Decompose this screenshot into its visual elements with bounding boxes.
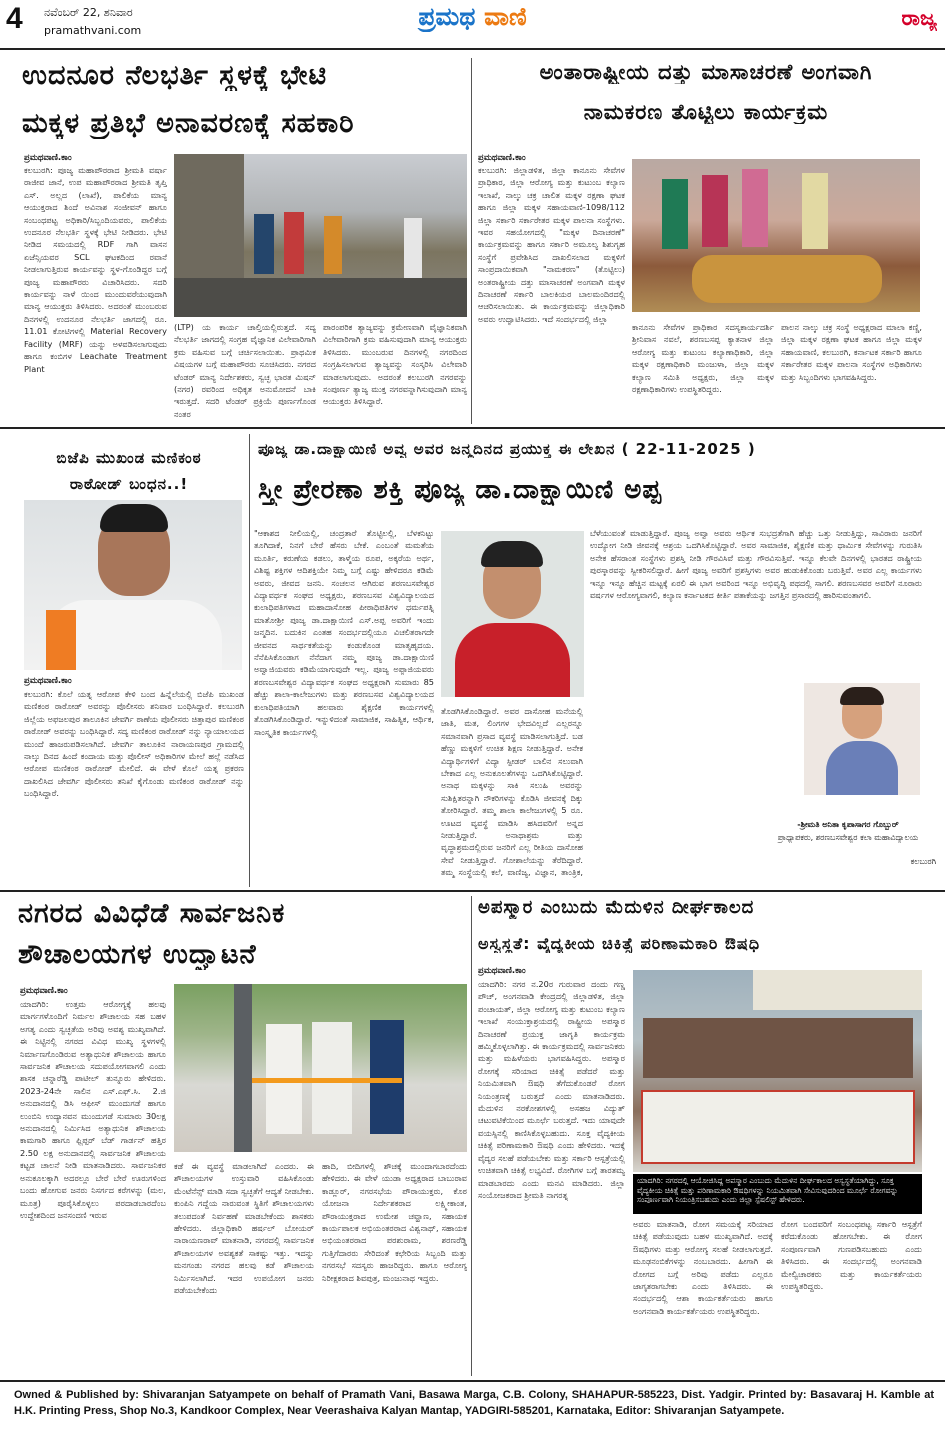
a2-title-2: ನಾಮಕರಣ ತೊಟ್ಟಿಲು ಕಾರ್ಯಕ್ರಮ [583,100,829,124]
a6-photo [633,970,922,1172]
masthead-part-b: ವಾಣಿ [484,2,527,31]
a3-body: ಕಲಬುರಗಿ: ಕೊಲೆ ಯತ್ನ ಆರೋಪ ಕೇಳಿ ಬಂದ ಹಿನ್ನೆಲೆಯಲ್ಲಿ ಬಿಜೆಪಿ ಮುಖಂಡ ಮಣಿಕಂಠ ರಾಠೋಡ್ ಅವರನ್ನು ಪೊಲೀಸರು ಶನಿವಾರ ಬಂಧಿಸಿದ್ದಾರೆ. ಕಲಬುರಗಿ ಜಿಲ್ಲೆಯ ಅಫಜಲಪುರ ತಾಲೂಕಿನ ಜೇವರ್ಗಿ ಠಾಣೆಯ ಪೊಲೀಸರು ಚಿತ್ತಾಪುರ ಮಣಿಕಂಠ ರಾಠೋಡ್ ಅವರನ್ನು ಬಂಧಿಸಿದ್ದಾರೆ. ಸದ್ಯ ಮಣಿಕಂಠ ರಾಠೋಡ್ ನನ್ನು ನ್ಯಾಯಾಲಯದ ಮುಂದೆ ಹಾಜರುಪಡಿಸಲಾಗಿದೆ. ಜೇವರ್ಗಿ ತಾಲೂಕಿನ ನಾರಾಯಣಪುರ ಗ್ರಾಮದಲ್ಲಿ ನಾಲ್ಕು ದಿನದ ಹಿಂದೆ ಕಂದಾಯ ಮತ್ತು ಪೊಲೀಸ್ ಅಧಿಕಾರಿಗಳ ಮೇಲೆ ಹಲ್ಲೆ ನಡೆಸಿದ ಆರೋಪ ಮಣಿಕಂಠ ರಾಠೋಡ್ ಮೇಲಿದೆ. ಈ ವೇಳೆ ಕೊಲೆ ಯತ್ನ ಪ್ರಕರಣ ದಾಖಲಿಸಿದ ಜೇವರ್ಗಿ ಪೊಲೀಸರು ತನಿಖೆ ಕೈಗೊಂಡು ಮಣಿಕಂಠ ರಾಠೋಡ್ ನನ್ನು ಬಂಧಿಸಿದ್ದಾರೆ. [24,689,244,799]
a2-photo-person [702,175,728,247]
a4-portrait [441,531,584,697]
a2-photo-person [662,179,688,249]
a2-column-2: ಕಾನೂನು ಸೇವೆಗಳ ಪ್ರಾಧಿಕಾರ ಸದಸ್ಯಕಾರ್ಯದರ್ಶಿ ಶ್ರೀನಿವಾಸ ನವಲೆ, ಶರಣಬಸಪ್ಪ ಕ್ಯಾತನಾಳ ಜಿಲ್ಲಾ ಆರೋಗ್ಯ ಮತ್ತು ಕುಟುಂಬ ಕಲ್ಯಾಣಾಧಿಕಾರಿ, ಜಿಲ್ಲಾ ಮಕ್ಕಳ ರಕ್ಷಣಾಧಿಕಾರಿ ಮಂಜುಳಾ, ಜಿಲ್ಲಾ ಮಕ್ಕಳ ಕಲ್ಯಾಣ ಸಮಿತಿ ಅಧ್ಯಕ್ಷರು, ಜಿಲ್ಲಾ ಮಕ್ಕಳ ರಕ್ಷಣಾಧಿಕಾರಿಗಳು ಉಪಸ್ಥಿತರಿದ್ದರು. [632,322,774,395]
a6-column-3: ರೋಗ ಬಂದವರಿಗೆ ಸಂಬಂಧಪಟ್ಟ ಸರ್ಕಾರಿ ಆಸ್ಪತ್ರೆಗೆ ಕರೆದುಕೊಂಡು ಹೋಗಬೇಕು. ಈ ರೋಗ ಸಂಪೂರ್ಣವಾಗಿ ಗುಣಪಡಿಸಬಹುದು ಎಂದು ತಿಳಿಸಿದರು. ಈ ಸಂದರ್ಭದಲ್ಲಿ ಅಂಗನವಾಡಿ ಮೇಲ್ವಿಚಾರಕರು ಮತ್ತು ಕಾರ್ಯಕರ್ತೆಯರು ಉಪಸ್ಥಿತರಿದ್ದರು. [781,1219,922,1292]
a4-column-1: "ಆಕಾಶದ ನೀಲಿಯಲ್ಲಿ, ಚಂದ್ರತಾರೆ ತೊಟ್ಟಿಲಲ್ಲಿ, ಬೆಳಕನಿಟ್ಟು ತೂಗಿದಾಕೆ, ನಿನಗೆ ಬೇರೆ ಹೆಸರು ಬೇಕೆ. ಎಂಬಂತೆ ಮಮತೆಯ ಮೂರ್ತಿ, ಕರುಣೆಯ ಕಡಲು, ತಾಳ್ಮೆಯ ರೂಪ, ಅಕ್ಕರೆಯ ಅರ್ಥ, ವಿಶಿಷ್ಟ ಶಕ್ತಿಗಳ ಆದಿಶಕ್ತಿಯೇ ನಿಮ್ಮ ಬಗ್ಗೆ ಎಷ್ಟು ಹೇಳಿದರೂ ಕಡಿಮೆ ಅವರು, ಜೀವದ ಜನನಿ. ಸಂಚಲನ ಆಗಿರುವ ಶರಣಬಸವೇಶ್ವರ ವಿದ್ಯಾವರ್ಧಕ ಸಂಘದ ಅಧ್ಯಕ್ಷರು, ಶರಣಬಸವ ವಿಶ್ವವಿದ್ಯಾಲಯದ ಕುಲಾಧಿಪತಿಗಳಾದ ಮಹಾದಾಸೋಹ ಪೀಠಾಧಿಪತಿಗಳ ಧರ್ಮಪತ್ನಿ ಮಾತೋಶ್ರೀ ಪೂಜ್ಯ ಡಾ.ದಾಕ್ಷಾಯಿಣಿ ಎಸ್.ಅಪ್ಪ ಅವರಿಗೆ ಇಂದು ಜನ್ಮದಿನ. ಬದುಕಿನ ಎಂತಹ ಸಂದರ್ಭದಲ್ಲಿಯೂ ವಿಚಲಿತರಾಗದೇ ಜೀವನದ ಸಾರ್ಥಕತೆಯನ್ನು ಕಂಡುಕೊಂಡ ಮಾತೃಹೃದಯ. ನೆನೆಪಿಸಿಕೊಂಡಾಗ ನೆನೆದಾಗ ನಮ್ಮ ಪೂಜ್ಯ ಡಾ.ದಾಕ್ಷಾಯಿಣಿ ಅವ್ವಾಜಿಯವರು ಕಡಿಮೆಯಾಗುವುದೇ ಇಲ್ಲ. ಪೂಜ್ಯ ಅಪ್ಪಾಜಿಯವರು ಶರಣಬಸವೇಶ್ವರ ವಿದ್ಯಾವರ್ಧಕ ಸಂಘದ ಅಧ್ಯಕ್ಷರಾಗಿ ಸುಮಾರು 85 ಹೆಚ್ಚು ಶಾಲಾ-ಕಾಲೇಜುಗಳು ಮತ್ತು ಶರಣಬಸವ ವಿಶ್ವವಿದ್ಯಾಲಯದ ಕುಲಾಧಿಪತಿಯಾಗಿ ಹಲವಾರು ಶೈಕ್ಷಣಿಕ ಕಾರ್ಯಗಳಲ್ಲಿ ತೊಡಗಿಸಿಕೊಂಡಿದ್ದಾರೆ. ಇನ್ನುಳಿದಂತೆ ಸಾಮಾಜಿಕ, ಸಾಹಿತ್ಯಿಕ, ಆರ್ಥಿಕ, ಸಾಂಸ್ಕೃತಿಕ ಕಾರ್ಯಗಳಲ್ಲಿ [254,528,434,737]
section-rule [0,890,945,892]
a1-photo-person [254,214,274,274]
a6-title-1: ಅಪಸ್ಮಾರ ಎಂಬುದು ಮೆದುಳಿನ ದೀರ್ಘಕಾಲದ [478,898,755,918]
a2-photo-cradle [692,255,882,303]
a6-column-2: ಅವರು ಮಾತನಾಡಿ, ರೋಗ ಸಮಯಕ್ಕೆ ಸರಿಯಾದ ಚಿಕಿತ್ಸೆ ಪಡೆಯುವುದು ಬಹಳ ಮುಖ್ಯವಾಗಿದೆ. ಅದಕ್ಕೆ ಔಷಧಿಗಳು ಮತ್ತು ಆರೋಗ್ಯ ಸಲಹೆ ನೀಡಲಾಗುತ್ತದೆ. ಮೂಢನಂಬಿಕೆಗಳನ್ನು ನಂಬಬಾರದು. ಹೀಗಾಗಿ ಈ ರೋಗದ ಬಗ್ಗೆ ಅರಿವು ಪಡೆದು ಎಲ್ಲರೂ ಜಾಗೃತರಾಗಬೇಕು ಎಂದು ತಿಳಿಸಿದರು. ಈ ಸಂದರ್ಭದಲ್ಲಿ ಆಶಾ ಕಾರ್ಯಕರ್ತೆಯರು ಹಾಗೂ ಅಂಗನವಾಡಿ ಕಾರ್ಯಕರ್ತೆಯರು ಉಪಸ್ಥಿತರಿದ್ದರು. [633,1219,773,1316]
a1-photo-person [404,218,422,278]
masthead [0,2,945,32]
footer-rule [0,1380,945,1382]
masthead-part-a: ಪ್ರಮಥ [418,2,476,31]
a1-photo-person [324,216,342,274]
a5-photo-pillar [234,984,252,1152]
divider [471,58,472,424]
divider [249,434,250,887]
a1-photo-ground [174,278,467,317]
a4-signature-role: ಪ್ರಾಧ್ಯಾಪಕರು, ಶರಣಬಸವೇಶ್ವರ ಕಲಾ ಮಹಾವಿದ್ಯಾಲಯ [777,833,919,842]
a3-byline: ಪ್ರಮಥವಾಣಿ.ಕಾಂ [24,676,72,686]
a2-column-1: ಕಲಬುರಗಿ: ಜಿಲ್ಲಾಡಳಿತ, ಜಿಲ್ಲಾ ಕಾನೂನು ಸೇವೆಗಳ ಪ್ರಾಧಿಕಾರ, ಜಿಲ್ಲಾ ಆರೋಗ್ಯ ಮತ್ತು ಕುಟುಂಬ ಕಲ್ಯಾಣ ಇಲಾಖೆ, ನಾಲ್ಕು ಚಕ್ರ ಚಾಲಿತ ಮಕ್ಕಳ ರಕ್ಷಣಾ ಘಟಕ ಹಾಗೂ ಜಿಲ್ಲಾ ಮಕ್ಕಳ ಸಹಾಯವಾಣಿ-1098/112 ಜಿಲ್ಲಾ ಸರ್ಕಾರಿ ಸರ್ಕಾರೇತರ ಮಕ್ಕಳ ಪಾಲನಾ ಸಂಸ್ಥೆಗಳು. ಇವರ ಸಹಯೋಗದಲ್ಲಿ "ಮಕ್ಕಳ ದಿನಾಚರಣೆ" ಕಾರ್ಯಕ್ರಮವನ್ನು ಹಾಗೂ ಸರ್ಕಾರಿ ಅಮೂಲ್ಯ ಶಿಶುಗೃಹ ಸಂಸ್ಥೆಗೆ ಪ್ರವೇಶಿಸಿದ ದಾಖಲಿಸಲಾದ ಮಕ್ಕಳಿಗೆ ಸಾಂಪ್ರದಾಯಿಕವಾಗಿ "ನಾಮಕರಣ" (ತೊಟ್ಟಿಲು) ಅಂತರಾಷ್ಟ್ರೀಯ ದತ್ತು ಮಾಸಾಚರಣೆ ಅಂಗವಾಗಿ ಮಕ್ಕಳ ದಿನಾಚರಣೆ ಸರ್ಕಾರಿ ಬಾಲಕಿಯರ ಬಾಲಮಂದಿರದಲ್ಲಿ ಆಚರಿಸಲಾಯಿತು. ಈ ಕಾರ್ಯಕ್ರಮವನ್ನು ಜಿಲ್ಲಾಧಿಕಾರಿ ಅವರು ಉದ್ಘಾಟಿಸಿದರು. ಇದೆ ಸಂದರ್ಭದಲ್ಲಿ ಜಿಲ್ಲಾ [478,165,625,324]
a3-photo [24,500,242,670]
a1-column-3: ಪಾರಂಪರಿಕ ತ್ಯಾಜ್ಯವನ್ನು ಕ್ರಮೇಣವಾಗಿ ವೈಜ್ಞಾನಿಕವಾಗಿ ವಿಲೇವಾರಿಗಾಗಿ ಕ್ರಮ ವಹಿಸುವುದಾಗಿ ಮಾನ್ಯ ಆಯುಕ್ತರು ತಿಳಿಸಿದರು. ಮುಂಬರುವ ದಿನಗಳಲ್ಲಿ ನಗರದಿಂದ ಸಂಗ್ರಹಿಸಲಾಗುವ ತ್ಯಾಜ್ಯವನ್ನು ಸಂಸ್ಕರಿಸಿ ವಿಲೇವಾರಿ ಮಾಡಲಾಗುವುದು. ಅದರಂತೆ ಕಲಬುರಗಿ ನಗರವನ್ನು ಸಂಪೂರ್ಣ ತ್ಯಾಜ್ಯ ಮುಕ್ತ ನಗರವನ್ನಾಗಿಸುವುದಾಗಿ ಮಾನ್ಯ ಆಯುಕ್ತರು ತಿಳಿಸಿದ್ದಾರೆ. [323,322,467,407]
a5-title-1: ನಗರದ ವಿವಿಧೆಡೆ ಸಾರ್ವಜನಿಕ [18,898,286,929]
a3-photo-hair [100,504,168,532]
page-number: 4 [6,2,23,35]
a2-photo [632,159,920,312]
a2-photo-person [802,173,828,249]
a4-author-hair [840,687,884,705]
a2-column-3: ಪಾಲನ ನಾಲ್ಕು ಚಕ್ರ ಸಂಸ್ಥೆ ಅಧ್ಯಕ್ಷರಾದ ಮಾಲಾ ಕಣ್ಣಿ, ಜಿಲ್ಲಾ ಮಕ್ಕಳ ರಕ್ಷಣಾ ಘಟಕ ಹಾಗೂ ಜಿಲ್ಲಾ ಮಕ್ಕಳ ಸಹಾಯವಾಣಿ, ಕಲಬುರಗಿ, ಕರ್ನಾಟಕ ಸರ್ಕಾರಿ ಹಾಗೂ ಸರ್ಕಾರೇತರ ಮಕ್ಕಳ ಪಾಲನಾ ಸಂಸ್ಥೆಗಳ ಅಧಿಕಾರಿಗಳು ಮತ್ತು ಸಿಬ್ಬಂದಿಗಳು ಭಾಗವಹಿಸಿದ್ದರು. [781,322,922,382]
a5-column-1: ಯಾದಗಿರಿ: ಉತ್ತಮ ಆರೋಗ್ಯಕ್ಕೆ ಹಲವು ಮಾರ್ಗಗಳೊಂದಿಗೆ ನಿರ್ಮಲ ಶೌಚಾಲಯ ಸಹ ಬಹಳ ಅಗತ್ಯ ಎಂದು ಸ್ವಚ್ಛತೆಯ ಅರಿವು ಅವಶ್ಯ ಮುಖ್ಯವಾಗಿದೆ. ಈ ನಿಟ್ಟಿನಲ್ಲಿ ನಗರದ ವಿವಿಧ ಮುಖ್ಯ ಸ್ಥಳಗಳಲ್ಲಿ ನಿರ್ಮಾಣಗೊಂಡಿರುವ ಅತ್ಯಾಧುನಿಕ ಶೌಚಾಲಯ ಹಾಗೂ ಸಾರ್ವಜನಿಕ ಶೌಚಾಲಯ ಸದುಪಯೋಗವಾಗಲಿ ಎಂದು ಶಾಸಕ ಚನ್ನಾರೆಡ್ಡಿ ಪಾಟೀಲ್ ತುನ್ನೂರು ಹೇಳಿದರು. 2023-24ನೇ ಸಾಲಿನ ಎಸ್.ಎಫ್.ಸಿ. 2.ಜಿ ಅನುದಾನದಲ್ಲಿ ಡಿಸಿ ಆಫೀಸ್ ಮುಂದುಗಡೆ ಹಾಗೂ ಲುಂಬಿನಿ ಉದ್ಯಾನವನ ಮುಂದುಗಡೆ ಸುಮಾರು 30ಲಕ್ಷ ಅನುದಾನದಲ್ಲಿ ನಿರ್ಮಿಸಿದ ಅತ್ಯಾಧುನಿಕ ಶೌಚಾಲಯ ಕಾಮಗಾರಿ ಹಾಗೂ ಫ್ಲಿಪ್ಪರ್ ಬೆಡ್ ಗಾರ್ಡನ್ ಹತ್ತಿರ 2.50 ಲಕ್ಷ ಅನುದಾನದಲ್ಲಿ ಸಾರ್ವಜನಿಕ ಶೌಚಾಲಯ ಕಟ್ಟಡ ಚಾಲನೆ ನೀಡಿ ಮಾತನಾಡಿದರು. ಸಾರ್ವಜನಿಕರ ಅನುಕೂಲಕ್ಕಾಗಿ ಅದರಲ್ಲೂ ಬೇರೆ ಬೇರೆ ಊರುಗಳಿಂದ ಬಂದು ಹೋಗುವ ಜನರು ನಿಸರ್ಗದ ಕರೆಗಳನ್ನು (ಮಲ, ಮೂತ್ರ) ಪೂರೈಸಿಕೊಳ್ಳಲು ಪರದಾಡಬಾರದೆಂಬ ಉದ್ದೇಶದಿಂದ ಜನಸಂದಣಿ ಇರುವ [20,999,166,1220]
a6-column-1: ಯಾದಗಿರಿ: ನಗರ ನ.20ರ ಗುರುವಾರ ದಂದು ಗಣ್ಣ ಪೌಚ್, ಅಂಗನವಾಡಿ ಕೇಂದ್ರದಲ್ಲಿ ಜಿಲ್ಲಾಡಳಿತ, ಜಿಲ್ಲಾ ಪಂಚಾಯತ್, ಜಿಲ್ಲಾ ಆರೋಗ್ಯ ಮತ್ತು ಕುಟುಂಬ ಕಲ್ಯಾಣ ಇಲಾಖೆ ಸಂಯುಕ್ತಾಶ್ರಯದಲ್ಲಿ ರಾಷ್ಟ್ರೀಯ ಅಪಸ್ಮಾರ ದಿನಾಚರಣೆ ಪ್ರಯುಕ್ತ ಜಾಗೃತಿ ಕಾರ್ಯಕ್ರಮ ಹಮ್ಮಿಕೊಳ್ಳಲಾಗಿತ್ತು. ಈ ಕಾರ್ಯಕ್ರಮದಲ್ಲಿ ಸಾರ್ವಜನಿಕರು ಮತ್ತು ಮಹಿಳೆಯರು ಭಾಗವಹಿಸಿದ್ದರು. ಅಪಸ್ಮಾರ ರೋಗಕ್ಕೆ ಸರಿಯಾದ ಚಿಕಿತ್ಸೆ ಪಡೆದರೆ ಮತ್ತು ನಿಯಮಿತವಾಗಿ ಔಷಧಿ ತೆಗೆದುಕೊಂಡರೆ ರೋಗ ನಿಯಂತ್ರಣಕ್ಕೆ ಬರುತ್ತದೆ ಎಂದು ಮಾತನಾಡಿದರು. ಮೆದುಳಿನ ನರಕೋಶಗಳಲ್ಲಿ ಅಸಹಜ ವಿದ್ಯುತ್ ಚಟುವಟಿಕೆಯಿಂದ ಮೂರ್ಛೆ ಬರುತ್ತದೆ. ಇದು ಯಾವುದೇ ವಯಸ್ಸಿನಲ್ಲಿ ಕಾಣಿಸಿಕೊಳ್ಳಬಹುದು. ಸೂಕ್ತ ವೈದ್ಯಕೀಯ ಚಿಕಿತ್ಸೆ ಪರಿಣಾಮಕಾರಿ ಔಷಧಿ ಎಂದು ಹೇಳಿದರು. ಇದಕ್ಕೆ ವೈದ್ಯರ ಸಲಹೆ ಪಡೆಯಬೇಕು ಮತ್ತು ಸರ್ಕಾರಿ ಆಸ್ಪತ್ರೆಯಲ್ಲಿ ಉಚಿತವಾಗಿ ಚಿಕಿತ್ಸೆ ಲಭ್ಯವಿದೆ. ರೋಗಿಗಳ ಬಗ್ಗೆ ತಾರತಮ್ಯ ಮಾಡಬಾರದು ಎಂದು ಮನವಿ ಮಾಡಿದರು. ಜಿಲ್ಲಾ ಸಂಯೋಜಕರಾದ ಶ್ರೀಮತಿ ನಾಗರತ್ನ [478,979,625,1200]
a5-byline: ಪ್ರಮಥವಾಣಿ.ಕಾಂ [20,986,68,996]
a1-title-1: ಉದನೂರ ನೆಲಭರ್ತಿ ಸ್ಥಳಕ್ಕೆ ಭೇಟಿ [22,60,328,91]
a1-photo [174,154,467,317]
a4-title: ಸ್ತ್ರೀ ಪ್ರೇರಣಾ ಶಕ್ತಿ ಪೂಜ್ಯ ಡಾ.ದಾಕ್ಷಾಯಿಣಿ ಅಪ್ಪ [258,476,663,505]
a1-column-1: ಕಲಬುರಗಿ: ಪೂಜ್ಯ ಮಹಾಪೌರರಾದ ಶ್ರೀಮತಿ ವರ್ಷಾ ರಾಜೀವ ಜಾನೆ, ಉಪ ಮಹಾಪೌರರಾದ ಶ್ರೀಮತಿ ತೃಪ್ತಿ ಎಸ್. ಅಲ್ಲದ (ಲಾಖೆ), ಪಾಲಿಕೆಯ ಮಾನ್ಯ ಆಯುಕ್ತರಾದ ಶಿಂದೆ ಅವಿನಾಶ ಸಂಜೀವನ್ ಹಾಗೂ ಸಂಬಂಧಪಟ್ಟ ಅಧಿಕಾರಿ/ಸಿಬ್ಬಂದಿಯವರು, ಪಾಲಿಕೆಯ ಉದನೂರ ನೆಲಭರ್ತಿ ಸ್ಥಳಕ್ಕೆ ಭೇಟಿ ನೀಡಿದರು. ಭೇಟಿ ನೀಡಿದ ಸಮಯದಲ್ಲಿ RDF ಗಾಗಿ ವಾಸನ ಏಜೆನ್ಸಿಯವರ SCL ಘಟಕದಿಂದ ರವಾನೆ ನೀಡಲಾಗುತ್ತಿರುವ ಕಾರ್ಯವನ್ನು ಸ್ಥಳ-ಗೊಂಡಿದ್ದರ ಬಗ್ಗೆ ಪೂಜ್ಯ ಮಹಾಪೌರರು ವಿಚಾರಿಸಿದರು. ಸದರಿ ಕಾರ್ಯವನ್ನು ನಾಳೆ ಯಿಂದ ಮುಂದುವರೆಯುವುದಾಗಿ ಮಾನ್ಯ ಆಯುಕ್ತರು ತಿಳಿಸಿದರು. ಅದರಂತೆ ಮುಂಬರುವ ದಿನಗಳಲ್ಲಿ ಉದನೂರ ನೆಲಭರ್ತಿ ಜಾಗದಲ್ಲಿ ರೂ. 11.01 ಕೋಟಿಗಳಲ್ಲಿ Material Recovery Facility (MRF) ಯನ್ನು ಅಳವಡಿಸಲಾಗುವುದು ಹಾಗೂ ಕಂಬಿಗಳ Leachate Treatment Plant [24,165,167,374]
a2-photo-person [742,169,768,247]
a4-author-photo [804,683,920,795]
a6-byline: ಪ್ರಮಥವಾಣಿ.ಕಾಂ [478,966,526,976]
a4-column-2: ತೊಡಗಿಸಿಕೊಂಡಿದ್ದಾರೆ. ಅವರ ದಾಸೋಹ ಮನೆಯಲ್ಲಿ ಜಾತಿ, ಮತ, ಲಿಂಗಗಳ ಭೇದವಿಲ್ಲದೆ ಎಲ್ಲರನ್ನೂ ಸಮಾನವಾಗಿ ಪ್ರಸಾದ ವ್ಯವಸ್ಥೆ ಮಾಡಿಸಲಾಗುತ್ತಿದೆ. ಬಡ ಹೆಣ್ಣು ಮಕ್ಕಳಿಗೆ ಉಚಿತ ಶಿಕ್ಷಣ ನೀಡುತ್ತಿದ್ದಾರೆ. ಅನೇಕ ವಿದ್ಯಾರ್ಥಿಗಳಿಗೆ ವಿದ್ಯಾ ಸ್ಪೀಡರ್ ಬಾಲಿನ ಸಲುವಾಗಿ ಬೇಕಾದ ಎಲ್ಲ ಅನುಕೂಲತೆಗಳನ್ನು ಒದಗಿಸಿಕೊಟ್ಟಿದ್ದಾರೆ. ಅನಾಥ ಮಕ್ಕಳನ್ನು ಸಾಕಿ ಸಲುಹಿ ಅವರನ್ನು ಸುಶಿಕ್ಷಿತರನ್ನಾಗಿ ನೌಕರಿಗಳನ್ನು ಕೊಡಿಸಿ ಜೀವನಕ್ಕೆ ದಿಕ್ಕು ತೋರಿಸಿದ್ದಾರೆ. ತಮ್ಮ ಶಾಲಾ ಕಾಲೇಜುಗಳಲ್ಲಿ 5 ರೂ. ಊಟದ ವ್ಯವಸ್ಥೆ ಮಾಡಿಸಿ ಹಸಿದವರಿಗೆ ಅನ್ನದ ನೀಡುತ್ತಿದ್ದಾರೆ. ಅನಾಥಾಶ್ರಮ ಮತ್ತು ವೃದ್ಧಾಶ್ರಮದಲ್ಲಿರುವ ಜನರಿಗೆ ಎಲ್ಲ ರೀತಿಯ ದಾಸೋಹ ಸೇವೆ ನೀಡುತ್ತಿದ್ದಾರೆ. ಗೋಶಾಲೆಯನ್ನು ತೆರೆದಿದ್ದಾರೆ. ತಮ್ಮ ಸಂಸ್ಥೆಯಲ್ಲಿ ಕಲೆ, ವಾಣಿಜ್ಯ, ವಿಜ್ಞಾನ, ತಾಂತ್ರಿಕ, [441,706,583,878]
a6-title-2: ಅಸ್ವಸ್ಥತೆ: ವೈದ್ಯಕೀಯ ಚಿಕಿತ್ಸೆ ಪರಿಣಾಮಕಾರಿ ಔಷಧಿ [478,935,761,953]
a4-signature-name: -ಶ್ರೀಮತಿ ಅನಿತಾ ಕೃಪಾಸಾಗರ ಗೊಬ್ಬುರ್ [797,820,899,829]
a5-column-3: ಹಾದಿ, ಬೀದಿಗಳಲ್ಲಿ ಶೌಚಕ್ಕೆ ಮುಂದಾಗಬಾರದೆಂದು ಹೇಳಿದರು. ಈ ವೇಳೆ ಯುಡಾ ಅಧ್ಯಕ್ಷರಾದ ಬಾಬುರಾವ ಕಾಡ್ಲೂರ್, ನಗರಸಭೆಯ ಪೌರಾಯುಕ್ತರು, ಕೊಠ ಯೋಜನಾ ನಿರ್ದೇಶಕರಾದ ಲಕ್ಷ್ಮೀಕಾಂತ, ಪೌರಾಯುಕ್ತರಾದ ಉಮೇಶ ಚವ್ಹಾಣ, ಸಹಾಯಕ ಕಾರ್ಯಪಾಲಕ ಅಭಿಯಂತರರಾದ ವಿಶ್ವನಾಥ್, ಸಹಾಯಕ ಅಭಿಯಂತರರಾದ ಪರಶುರಾಮ, ಶರಣರೆಡ್ಡಿ ಗುತ್ತಿಗೆದಾರರು ಸೇರಿದಂತೆ ಕಛೇರಿಯ ಸಿಬ್ಬಂದಿ ಮತ್ತು ನಗರಸಭೆ ಸದಸ್ಯರು ಹಾಜರಿದ್ದರು. ಹಾಗೂ ಆರೋಗ್ಯ ನಿರೀಕ್ಷಕರಾದ ಶಿವಪುತ್ರ, ಮಂಜುನಾಥ ಇದ್ದರು. [322,1161,467,1283]
section-rule [0,427,945,429]
a5-title-2: ಶೌಚಾಲಯಗಳ ಉದ್ಘಾಟನೆ [18,939,257,970]
header-rule [0,48,945,50]
a5-photo [174,984,467,1152]
a4-author-dress [826,741,898,795]
a2-title-1: ಅಂತಾರಾಷ್ಟ್ರೀಯ ದತ್ತು ಮಾಸಾಚರಣೆ ಅಂಗವಾಗಿ [539,60,873,84]
section-name: ರಾಜ್ಯ [901,6,937,30]
a4-column-3: ಬೆಳೆಯುವಂತೆ ಮಾಡುತ್ತಿದ್ದಾರೆ. ಪೂಜ್ಯ ಅವ್ವಾ ಅವರು ಆರ್ಥಿಕ ಸುಭದ್ರತೆಗಾಗಿ ಹೆಚ್ಚು ಒತ್ತು ನೀಡುತ್ತಿದ್ದು, ಸಾವಿರಾರು ಜನರಿಗೆ ಉದ್ಯೋಗ ನೀಡಿ ಜೀವನಕ್ಕೆ ಆಶ್ರಯ ಒದಗಿಸಿಕೊಟ್ಟಿದ್ದಾರೆ. ಅವರ ಸಾಮಾಜಿಕ, ಶೈಕ್ಷಣಿಕ ಮತ್ತು ಧಾರ್ಮಿಕ ಸೇವೆಗಳನ್ನು ಗುರುತಿಸಿ ಅನೇಕ ಹೆಸರಾಂತ ಸಂಸ್ಥೆಗಳು ಪ್ರಶಸ್ತಿ ನೀಡಿ ಗೌರವಿಸಿವೆ ಮತ್ತು ಗೌರವಿಸುತ್ತಿವೆ. ಇನ್ನೂ ಕೆಲವೇ ದಿನಗಳಲ್ಲಿ ಭಾರತದ ರಾಷ್ಟ್ರೀಯ ಪುರಸ್ಕಾರವನ್ನು ಸ್ವೀಕರಿಸಲಿದ್ದಾರೆ. ಹೀಗೆ ಪೂಜ್ಯ ಅವರಿಗೆ ಪ್ರಶಸ್ತಿಗಳು ಅವರ ಹುಡುಕಿಕೊಂಡು ಬರುತ್ತಿವೆ. ಅವರ ಎಲ್ಲ ಕಾರ್ಯಗಳು ಇನ್ನೂ ಇನ್ನೂ ಹೆಚ್ಚಿನ ಮಟ್ಟಕ್ಕೆ ಏರಲಿ ಈ ಭಾಗ ಅವರಿಂದ ಇನ್ನೂ ಅಭಿವೃದ್ಧಿ ಪಥದಲ್ಲಿ ಸಾಗಲಿ. ಶರಣಬಸವರ ಅವರಿಗೆ ನೂರಾರು ವರ್ಷಗಳ ಆರೋಗ್ಯವಾಗಲಿ, ಕಲ್ಯಾಣ ಕರ್ನಾಟಕದ ಕೀರ್ತಿ ಪತಾಕೆಯನ್ನು ಜಗತ್ತಿನ ಪ್ರಸಾರದಲ್ಲಿ ಹಾರಿಸುವಂತಾಗಲಿ. [590,528,922,601]
a1-column-2: (LTP) ಯ ಕಾರ್ಯ ಚಾಲ್ತಿಯಲ್ಲಿರುತ್ತದೆ. ಸದ್ಯ ನೆಲಭರ್ತಿ ಜಾಗದಲ್ಲಿ ಸಂಗ್ರಹ ವೈಜ್ಞಾನಿಕ ವಿಲೇವಾರಿಗಾಗಿ ಕ್ರಮ ವಹಿಸುವ ಬಗ್ಗೆ ಚರ್ಚಿಸಲಾಯಿತು. ಪ್ರಾಥಮಿಕ ವಿಷಯಗಳ ಬಗ್ಗೆ ಮಹಾಪೌರರು ಸೂಚಿಸಿದರು. ನಗರದ ಟೆಂಡರ್ ಮಾನ್ಯ ನಿರ್ದೇಶಕರು, ಸ್ವಚ್ಛ ಭಾರತ ಮಿಷನ್ (ನಗರ) ರವರಿಂದ ಅಧಿಕೃತ ಅನುಮೋದನೆ ಬಾಕಿ ಇರುತ್ತದೆ. ಸದರಿ ಟೆಂಡರ್ ಪ್ರಕ್ರಿಯೆ ಪೂರ್ಣಗೊಂಡ ನಂತರ [174,322,316,418]
a6-photo-crowd [643,1018,913,1078]
site-url: pramathvani.com [44,24,142,37]
a3-photo-scarf [46,610,76,670]
a6-photo-banner [641,1090,915,1164]
a5-photo-person [370,1020,404,1134]
a1-byline: ಪ್ರಮಥವಾಣಿ.ಕಾಂ [24,153,72,163]
a2-byline: ಪ್ರಮಥವಾಣಿ.ಕಾಂ [478,153,526,163]
a6-photo-caption: ಯಾದಗಿರಿ: ನಗರದಲ್ಲಿ ಆಯೋಜಿಸಿದ್ದ ಅಪಸ್ಮಾರ ಎಂಬುದು ಮೆದುಳಿನ ದೀರ್ಘಕಾಲದ ಅಸ್ವಸ್ಥತೆಯಾಗಿದ್ದು, ಸೂಕ್ತ ವೈದ್ಯಕೀಯ ಚಿಕಿತ್ಸೆ ಮತ್ತು ಪರಿಣಾಮಕಾರಿ ಔಷಧಿಗಳನ್ನು ನಿಯಮಿತವಾಗಿ ಸೇವಿಸುವುದರಿಂದ ಮೂರ್ಛೆ ರೋಗವನ್ನು ಸಂಪೂರ್ಣವಾಗಿ ನಿಯಂತ್ರಿಸಬಹುದು ಎಂದು ಜಿಲ್ಲಾ ಸ್ಪೆಷಲಿಸ್ಟ್ ಹೇಳಿದರು. [633,1174,922,1214]
a6-photo-signboard [753,970,922,1010]
a4-kicker: ಪೂಜ್ಯ ಡಾ.ದಾಕ್ಷಾಯಿಣಿ ಅವ್ವ ಅವರ ಜನ್ಮದಿನದ ಪ್ರಯುಕ್ತ ಈ ಲೇಖನ ( 22-11-2025 ) [258,441,756,458]
a1-photo-person [284,212,304,274]
a5-photo-ribbon [252,1078,402,1083]
imprint-footer: Owned & Published by: Shivaranjan Satyampete on behalf of Pramath Vani, Basawa Marga, C.B. Colony, SHAHAPUR-585223, Dist. Yadgir. Printed by: Basavaraj H. Kamble at H.K. Printing Press, Shop No.3, Kandkoor Complex, Near Veerashaiva Kalyan Mantap, YADGIRI-585201, Karnataka, Editor: Shivaranjan Satyampete. [14,1389,934,1417]
a4-portrait-hair [481,541,543,567]
divider [471,896,472,1376]
a4-signature-place: ಕಲಬುರಗಿ [910,857,936,866]
a3-title-1: ಬಿಜೆಪಿ ಮುಖಂಡ ಮಣಿಕಂಠ [56,450,202,467]
issue-date: ನವೆಂಬರ್ 22, ಶನಿವಾರ [44,6,133,19]
a3-title-2: ರಾಠೋಡ್ ಬಂಧನ..! [69,476,189,493]
a5-column-2: ಕಡೆ ಈ ವ್ಯವಸ್ಥೆ ಮಾಡಲಾಗಿದೆ ಎಂದರು. ಈ ಶೌಚಾಲಯಗಳ ಉಸ್ತುವಾರಿ ವಹಿಸಿಕೊಂಡು ಮೆಂಟೆನೆನ್ಸ್ ಮಾಡಿ ಸದಾ ಸ್ವಚ್ಛತೆಗೆ ಆದ್ಯತೆ ನೀಡಬೇಕು. ಕುಂಪಿನಿ ಗದ್ದೆಯ ನಾರುವಂತ ಸ್ಥಿತಿಗೆ ಶೌಚಾಲಯಗಳು ತಲುಪದಂತೆ ನಿರ್ವಹಣೆ ಮಾಡಬೇಕೆಂದು ಶಾಸಕರು ಹೇಳಿದರು. ಜಿಲ್ಲಾಧಿಕಾರಿ ಹರ್ಷಲ್ ಬೋಯರ್ ನಾರಾಯಣರಾವ್ ಮಾತನಾಡಿ, ನಗರದಲ್ಲಿ ಸಾರ್ವಜನಿಕ ಶೌಚಾಲಯಗಳ ಅವಶ್ಯಕತೆ ಸಾಕಷ್ಟು ಇತ್ತು. ಇದನ್ನು ಮನಗಂಡು ನಗರದ ಹಲವು ಕಡೆ ಶೌಚಾಲಯ ನಿರ್ಮಿಸಲಾಗಿದೆ. ಇದರ ಉಪಯೋಗ ಜನರು ಪಡೆಯಬೇಕೆಂದು [174,1161,314,1296]
a4-portrait-saree [455,623,570,697]
a1-title-2: ಮಕ್ಕಳ ಪ್ರತಿಭೆ ಅನಾವರಣಕ್ಕೆ ಸಹಕಾರಿ [22,108,355,139]
